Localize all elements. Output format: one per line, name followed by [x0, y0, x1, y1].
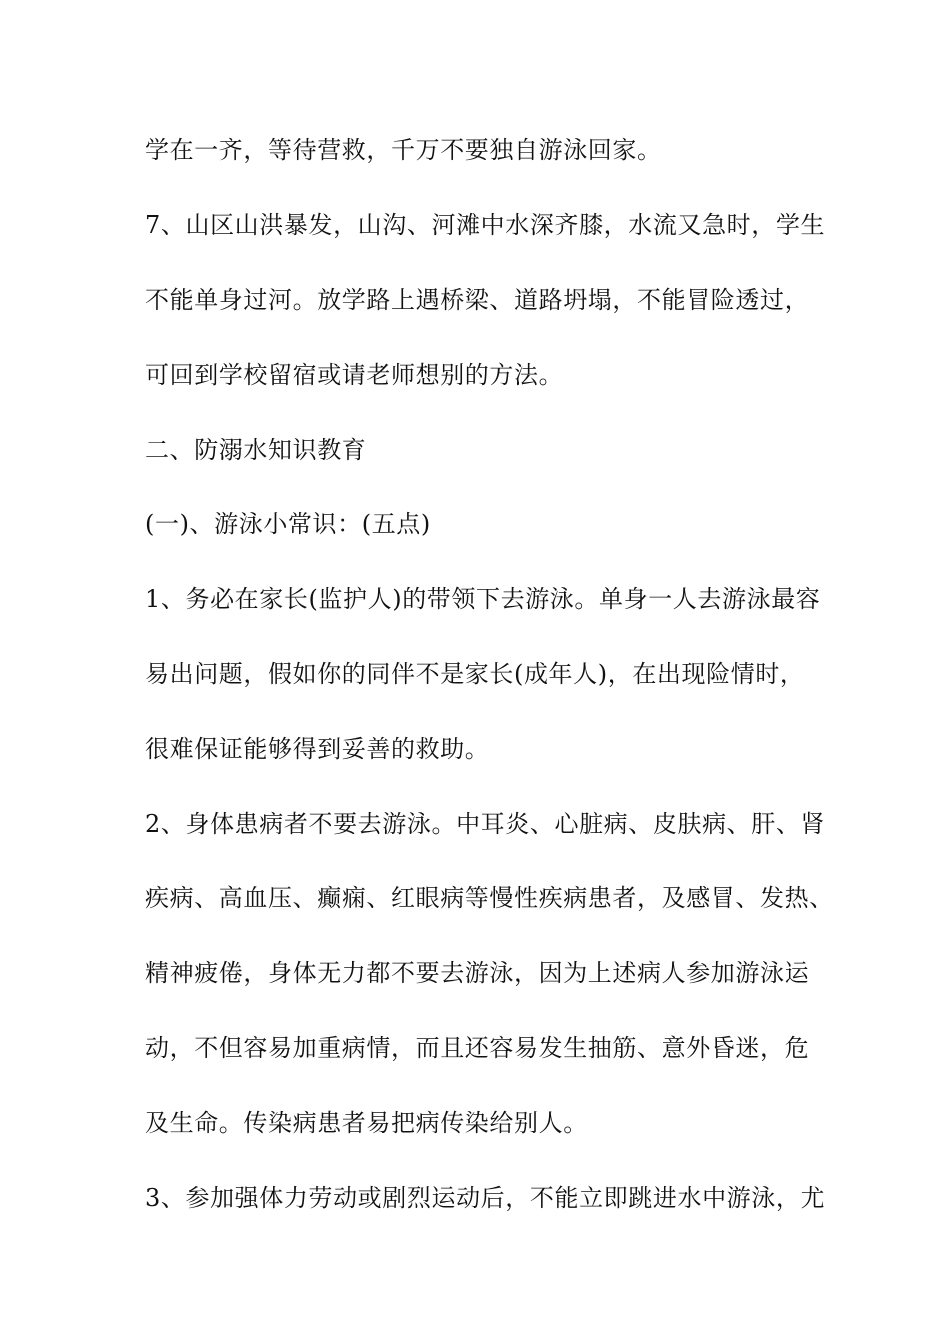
text-line: 学在一齐，等待营救，千万不要独自游泳回家。	[145, 136, 662, 164]
text-line: 疾病、高血压、癫痫、红眼病等慢性疾病患者，及感冒、发热、	[145, 884, 834, 912]
text-line: 动，不但容易加重病情，而且还容易发生抽筋、意外昏迷，危	[145, 1034, 810, 1062]
text-line: 及生命。传染病患者易把病传染给别人。	[145, 1109, 588, 1137]
text-line: 精神疲倦，身体无力都不要去游泳，因为上述病人参加游泳运	[145, 959, 810, 987]
subsection-heading: (一)、游泳小常识：(五点)	[145, 510, 431, 538]
text-line: 不能单身过河。放学路上遇桥梁、道路坍塌，不能冒险透过，	[145, 286, 810, 314]
text-line: 很难保证能够得到妥善的救助。	[145, 735, 490, 763]
text-line: 3、参加强体力劳动或剧烈运动后，不能立即跳进水中游泳，尤	[145, 1184, 826, 1212]
text-line: 1、务必在家长(监护人)的带领下去游泳。单身一人去游泳最容	[145, 585, 821, 613]
section-heading: 二、防溺水知识教育	[145, 436, 367, 464]
text-line: 7、山区山洪暴发，山沟、河滩中水深齐膝，水流又急时，学生	[145, 211, 826, 239]
text-line: 2、身体患病者不要去游泳。中耳炎、心脏病、皮肤病、肝、肾	[145, 810, 826, 838]
text-line: 可回到学校留宿或请老师想别的方法。	[145, 361, 564, 389]
text-line: 易出问题，假如你的同伴不是家长(成年人)，在出现险情时，	[145, 660, 805, 688]
